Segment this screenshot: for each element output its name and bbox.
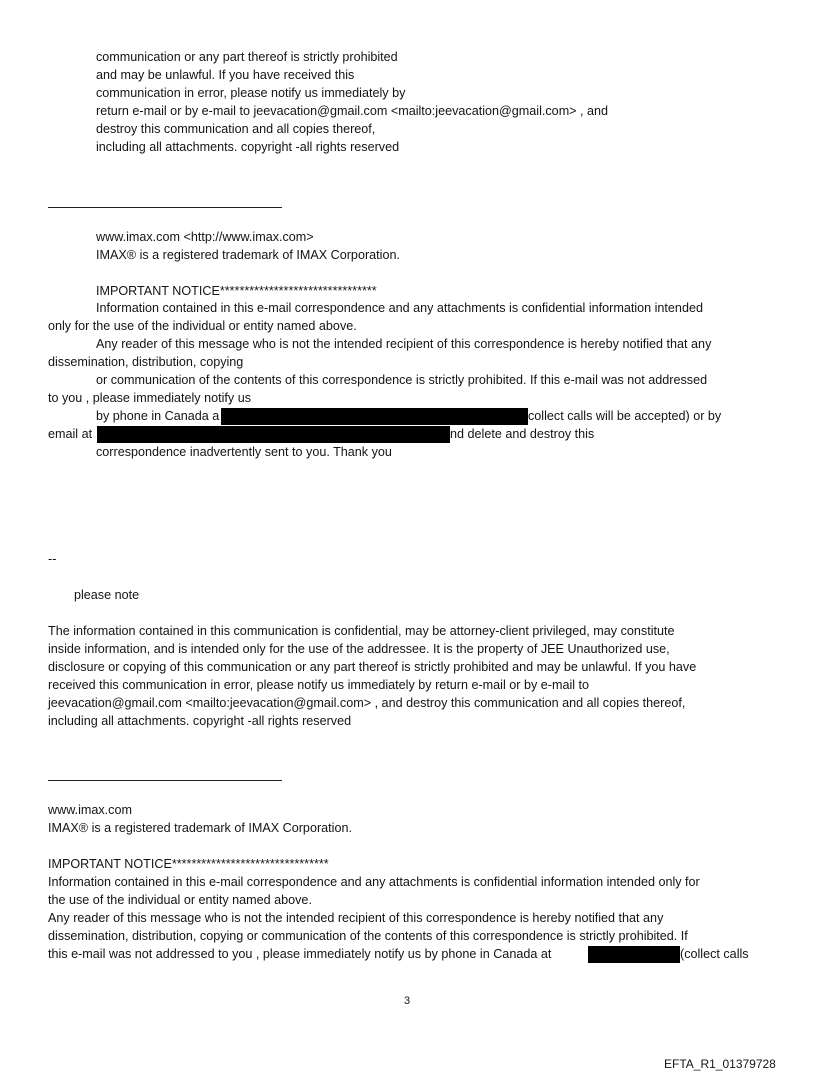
redaction-bar [97,426,450,443]
notice-heading: IMPORTANT NOTICE******************************** [96,284,377,298]
last-line-prefix: this e-mail was not addressed to you , please immediately notify us by phone in Canada at [48,947,552,961]
email-line-prefix: email at [48,427,93,441]
body-text-line: correspondence inadvertently sent to you. Thank you [96,445,392,459]
body-text-line: communication or any part thereof is strictly prohibited [96,50,398,64]
body-text-line: communication in error, please notify us immediately by [96,86,406,100]
body-text-line: Any reader of this message who is not the intended recipient of this correspondence is hereby notified that any [96,337,712,351]
last-line-suffix: (collect calls [680,947,749,961]
please-note: please note [74,588,140,602]
trademark-line: IMAX® is a registered trademark of IMAX Corporation. [96,248,400,262]
body-text-line: or communication of the contents of this correspondence is strictly prohibited. If this e-mail was not addressed [96,373,708,387]
body-text-line: including all attachments. copyright -all rights reserved [48,714,352,728]
body-text-line: The information contained in this communication is confidential, may be attorney-client privileged, may constitute [48,624,675,638]
body-text-line: return e-mail or by e-mail to jeevacation@gmail.com <mailto:jeevacation@gmail.com> , and [96,104,609,118]
body-text-line: destroy this communication and all copies thereof, [96,122,376,136]
page-number: 3 [404,995,411,1007]
body-text-line: received this communication in error, please notify us immediately by return e-mail or by e-mail to [48,678,590,692]
redaction-bar [588,946,680,963]
phone-line-suffix: collect calls will be accepted) or by [528,409,722,423]
body-text-line: only for the use of the individual or entity named above. [48,319,357,333]
body-text-line: inside information, and is intended only for the use of the addressee. It is the property of JEE Unauthorized use, [48,642,670,656]
body-text-line: Information contained in this e-mail correspondence and any attachments is confidential information intended [96,301,703,315]
body-text-line: dissemination, distribution, copying [48,355,244,369]
body-text-line: to you , please immediately notify us [48,391,252,405]
body-text-line: the use of the individual or entity named above. [48,893,312,907]
signature-separator: -- [48,552,57,566]
trademark-line: IMAX® is a registered trademark of IMAX Corporation. [48,821,352,835]
body-text-line: jeevacation@gmail.com <mailto:jeevacation@gmail.com> , and destroy this communication and all copies thereof, [48,696,686,710]
body-text-line: Information contained in this e-mail correspondence and any attachments is confidential information intended only for [48,875,700,889]
website-line: www.imax.com [48,803,132,817]
redaction-bar [221,408,528,425]
body-text-line: disclosure or copying of this communication or any part thereof is strictly prohibited and may be unlawful. If you have [48,660,697,674]
email-line-suffix: nd delete and destroy this [450,427,595,441]
body-text-line: dissemination, distribution, copying or communication of the contents of this correspondence is strictly prohibited. If [48,929,688,943]
website-line: www.imax.com <http://www.imax.com> [96,230,314,244]
body-text-line: and may be unlawful. If you have received this [96,68,355,82]
signature-divider [48,780,282,781]
body-text-line: including all attachments. copyright -all rights reserved [96,140,400,154]
phone-line-prefix: by phone in Canada a [96,409,220,423]
signature-divider [48,207,282,208]
notice-heading: IMPORTANT NOTICE******************************** [48,857,329,871]
body-text-line: Any reader of this message who is not the intended recipient of this correspondence is hereby notified that any [48,911,664,925]
document-id: EFTA_R1_01379728 [664,1057,776,1071]
